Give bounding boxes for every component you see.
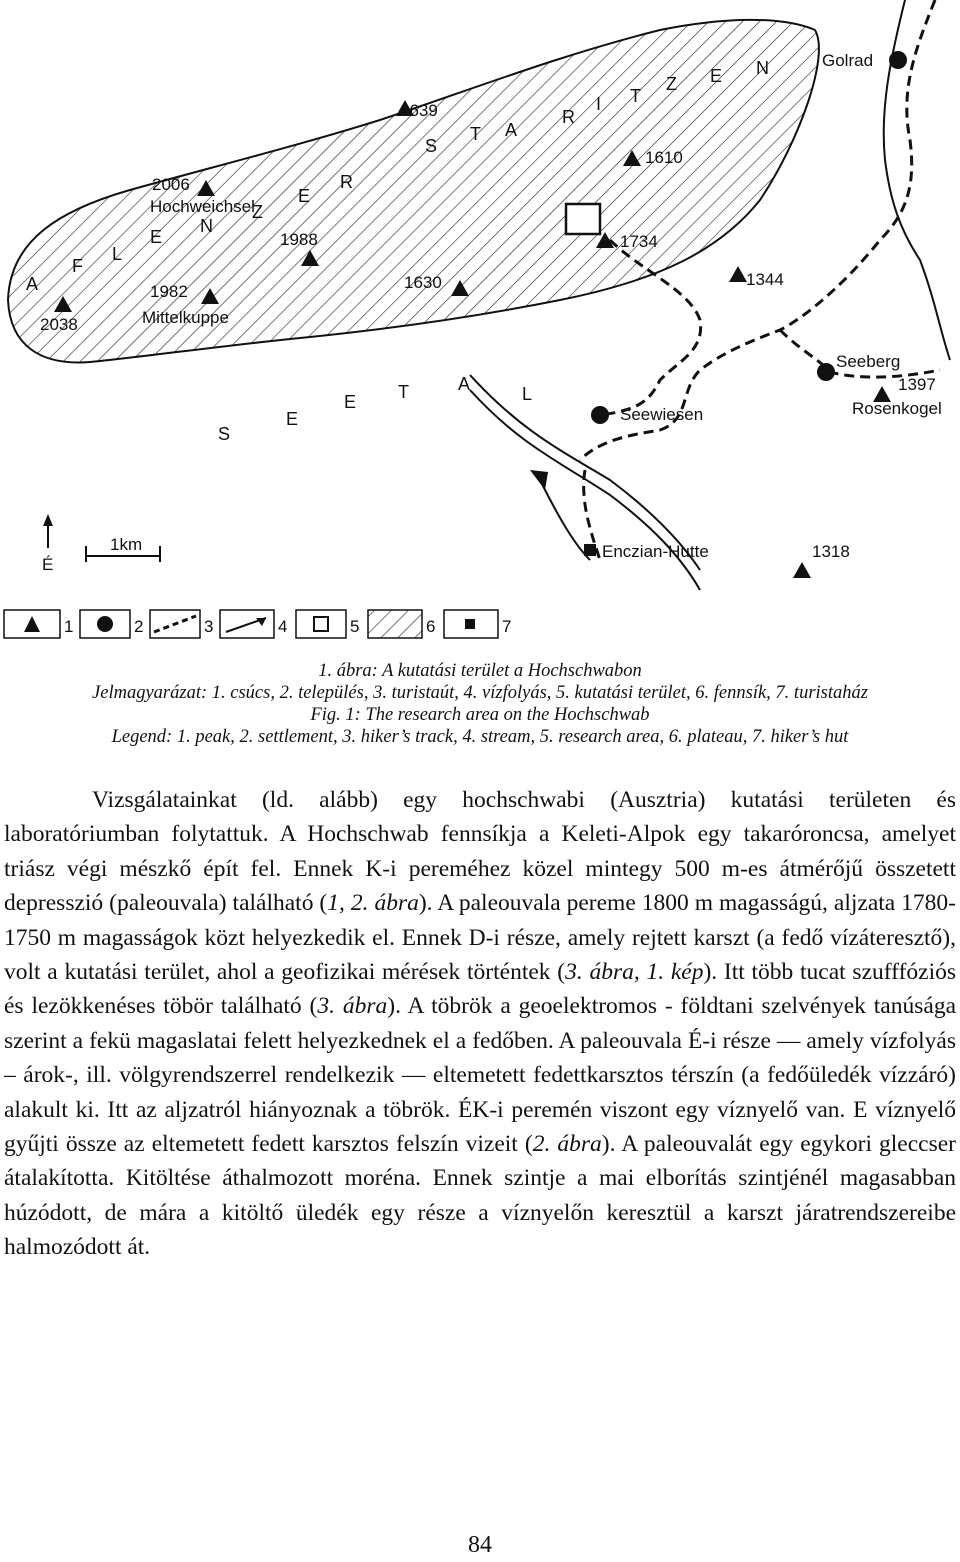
svg-text:E: E (344, 392, 358, 412)
peak-label-2038: 2038 (40, 315, 78, 334)
peak-icon (729, 266, 747, 282)
peak-label-1734: 1734 (620, 232, 658, 251)
peak-label-1318: 1318 (812, 542, 850, 561)
svg-text:Z: Z (666, 74, 678, 94)
scale-label: 1km (110, 535, 143, 554)
svg-text:L: L (522, 384, 534, 404)
figure-caption (0, 660, 960, 748)
svg-text:A: A (26, 274, 40, 294)
settlement-icon (889, 51, 907, 69)
body-text (4, 783, 956, 1265)
svg-text:F: F (72, 256, 84, 276)
north-arrow (42, 514, 53, 574)
peak-label-1397: 1397 (898, 375, 936, 394)
caption-title-hu: 1. ábra: A kutatási terület a Hochschwabon (318, 661, 642, 681)
peak-label-1610: 1610 (645, 148, 683, 167)
svg-text:R: R (562, 107, 576, 127)
svg-text:T: T (630, 86, 642, 106)
peak-label-2006: 2006 (152, 175, 190, 194)
settlement-icon (591, 406, 609, 424)
research-area-map (0, 0, 960, 650)
settlement-icon (817, 363, 835, 381)
peak-label-1630: 1630 (404, 273, 442, 292)
map-legend (4, 610, 511, 638)
svg-text:I: I (596, 94, 603, 114)
svg-text:A: A (458, 374, 472, 394)
svg-text:E: E (150, 227, 164, 247)
svg-text:A: A (505, 120, 519, 140)
scale-bar (86, 535, 160, 562)
svg-text:3: 3 (204, 617, 214, 636)
caption-legend-en: Legend: 1. peak, 2. settlement, 3. hiker’s track, 4. stream, 5. research area, 6. plateau, 7. hiker’s hut (111, 727, 849, 747)
caption-legend-hu: Jelmagyarázat: 1. csúcs, 2. település, 3. turistaút, 4. vízfolyás, 5. kutatási terület, 6. fennsík, 7. turistaház (92, 683, 868, 703)
svg-text:N: N (756, 58, 770, 78)
peak-icon (793, 562, 811, 578)
peak-label-1639: 1639 (400, 101, 438, 120)
svg-text:1: 1 (64, 617, 74, 636)
caption-title-en: Fig. 1: The research area on the Hochschwab (310, 705, 650, 725)
peak-label-1344: 1344 (746, 270, 784, 289)
svg-text:S: S (425, 136, 439, 156)
north-label: É (42, 555, 54, 574)
region-letters-seetal (218, 374, 533, 444)
svg-text:6: 6 (426, 617, 436, 636)
svg-text:E: E (710, 66, 724, 86)
svg-text:E: E (298, 186, 312, 206)
peak-label-rosenkogel: Rosenkogel (852, 399, 942, 418)
svg-text:E: E (286, 409, 300, 429)
svg-text:Z: Z (252, 202, 264, 222)
peak-label-1982: 1982 (150, 282, 188, 301)
svg-text:N: N (200, 216, 214, 236)
svg-text:7: 7 (502, 617, 512, 636)
settlement-label-seeberg: Seeberg (836, 352, 901, 371)
svg-text:R: R (340, 172, 354, 192)
settlement-label-seewiesen: Seewiesen (620, 405, 704, 424)
svg-text:S: S (218, 424, 232, 444)
hut-label: Enczian-Hutte (602, 542, 709, 561)
body-paragraph: Vizsgálatainkat (ld. alább) egy hochschwabi (Ausztria) kutatási területen és laboratóriumban folytattuk. A Hochschwab fennsíkja a Keleti-Alpok egy takaróroncsa, amelyet triász végi mészkő épít fel. Ennek K-i pereméhez közel mintegy 500 m-es átmérőjű összetett depresszió (paleouvala) található (1, 2. ábra). A paleouvala pereme 1800 m magasságú, aljzata 1780-1750 m magasságok közt helyezkedik el. Ennek D-i része, amely rejtett karszt (a fedő vízáteresztő), volt a kutatási terület, ahol a geofizikai mérések történtek (3. ábra, 1. kép). Itt több tucat szufffóziós és lezökkenéses töbör található (3. ábra). A töbrök a geoelektromos - földtani szelvények tanúsága szerint a fekü magaslatai felett helyezkednek el a fedőben. A paleouvala É-i része — amely vízfolyás – árok-, ill. völgyrendszerrel rendelkezik — eltemetett fedettkarsztos térszín (a fedőüledék vízzáró) alakult ki. Itt az aljzatról hiányoznak a töbrök. ÉK-i peremén viszont egy víznyelő van. E víznyelő gyűjti össze az eltemetett fedett karsztos felszín vizeit (2. ábra). A paleouvalát egy egykori gleccser átalakította. Kitöltése áthalmozott moréna. Ennek szintje a mai elborítás szintjénél magasabban húzódott, de mára a kitöltő üledék egy része a víznyelőn keresztül a karszt járatrendszereibe halmozódott át. (4, 787, 957, 1261)
hut-icon (584, 544, 596, 556)
svg-text:5: 5 (350, 617, 360, 636)
peak-label-mittelkuppe: Mittelkuppe (142, 308, 229, 327)
peak-label-hochweichsel: Hochweichsel (150, 197, 255, 216)
svg-text:T: T (398, 382, 410, 402)
research-area-square (566, 204, 600, 234)
peak-label-1988: 1988 (280, 230, 318, 249)
page-number: 84 (468, 1532, 492, 1558)
stream-arrow (530, 470, 548, 490)
settlement-label-golrad: Golrad (822, 51, 874, 70)
svg-text:T: T (470, 124, 482, 144)
svg-text:L: L (112, 244, 124, 264)
svg-text:2: 2 (134, 617, 144, 636)
svg-text:4: 4 (278, 617, 288, 636)
